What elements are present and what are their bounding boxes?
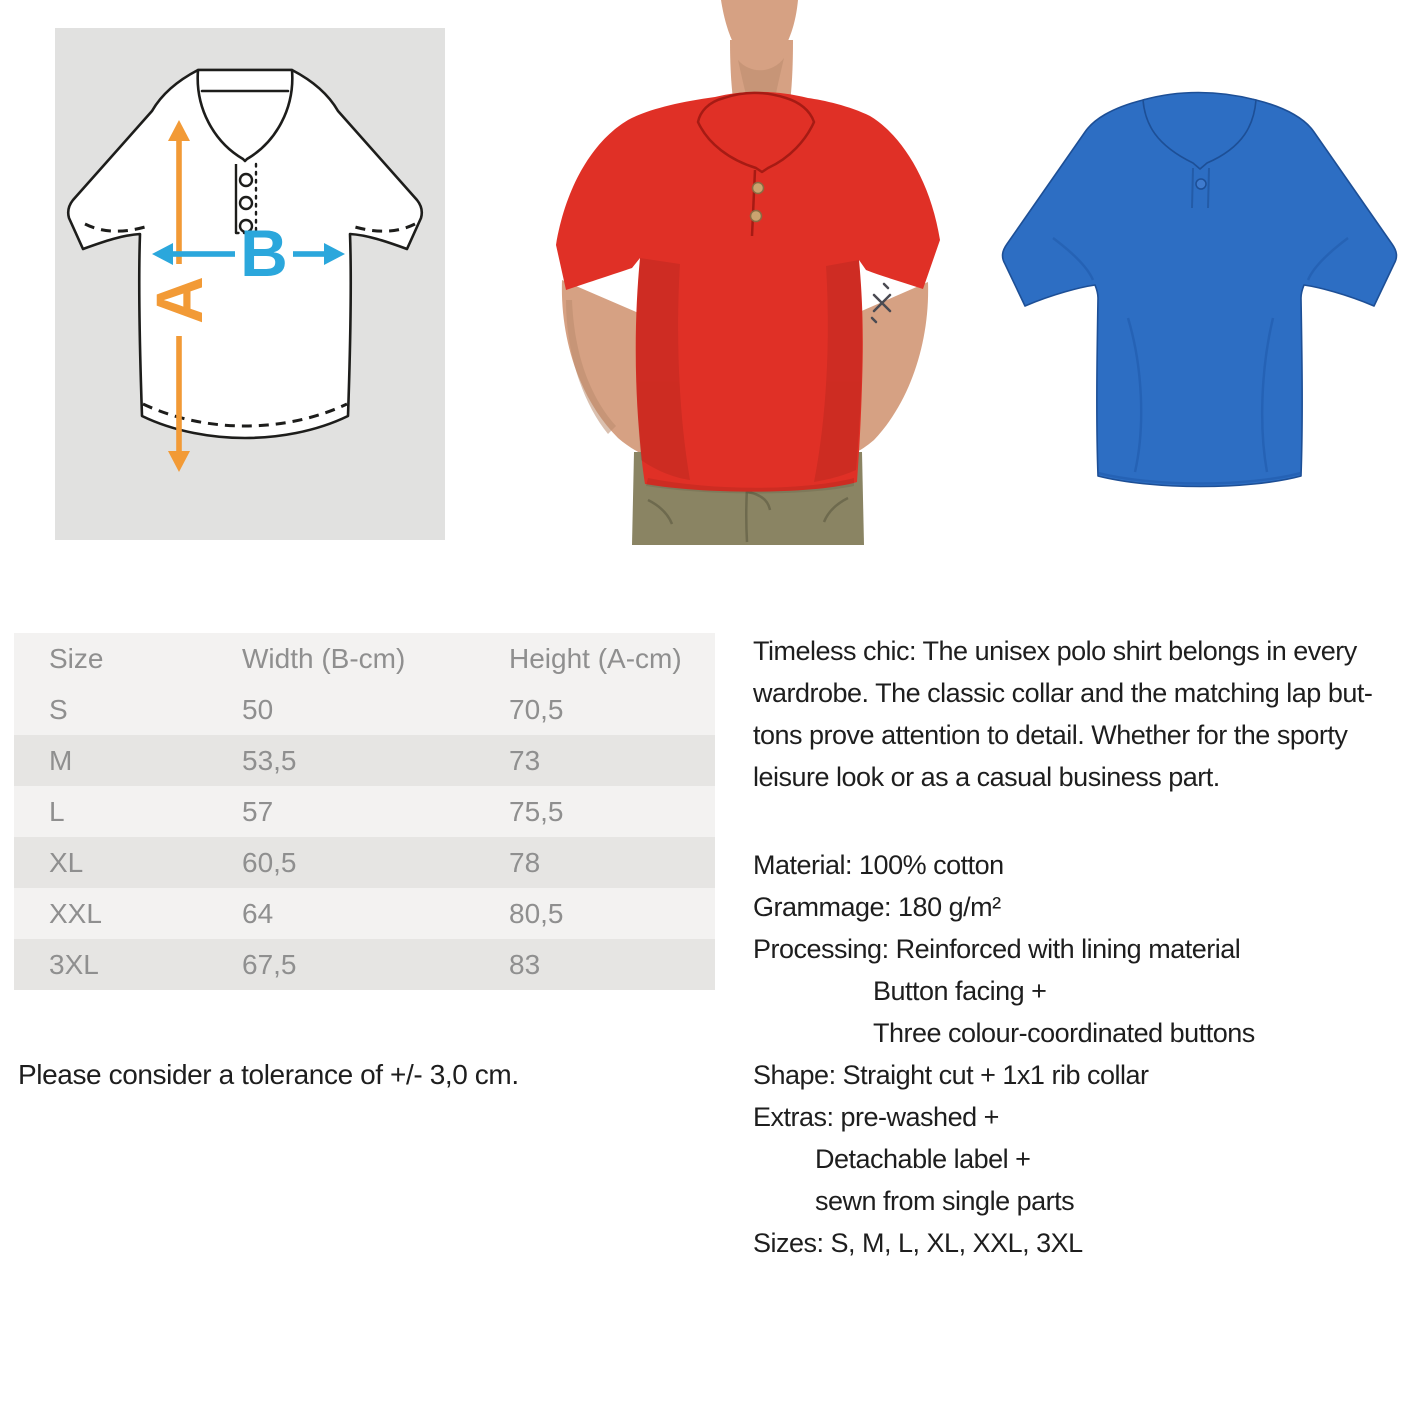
measure-label-b: B — [240, 216, 288, 290]
polo-diagram-graphic — [55, 28, 445, 540]
table-row: XXL 64 80,5 — [14, 888, 715, 939]
spec-line-grammage: Grammage: 180 g/m² — [753, 892, 1001, 922]
description-line: Timeless chic: The unisex polo shirt belongs in every — [753, 636, 1357, 666]
blue-button — [1196, 179, 1206, 189]
spec-line-sewn: sewn from single parts — [815, 1186, 1075, 1216]
col-header-height: Height (A-cm) — [509, 642, 682, 674]
table-row: S 50 70,5 — [14, 684, 715, 735]
measure-label-a: A — [142, 276, 216, 324]
paragraph-spacer — [753, 798, 1418, 844]
size-table-header-row — [14, 633, 715, 684]
col-header-width: Width (B-cm) — [242, 642, 406, 674]
description-line: wardrobe. The classic collar and the matching lap but- — [753, 678, 1373, 708]
table-row: XL 60,5 78 — [14, 837, 715, 888]
blue-polo-illustration — [993, 58, 1413, 540]
table-row: M 53,5 73 — [14, 735, 715, 786]
spec-line-extras: Extras: pre-washed + — [753, 1102, 999, 1132]
spec-line-label: Detachable label + — [815, 1144, 1031, 1174]
col-header-size: Size — [49, 642, 104, 674]
spec-line-processing: Processing: Reinforced with lining material — [753, 934, 1241, 964]
size-diagram — [55, 28, 445, 540]
description-line: tons prove attention to detail. Whether for the sporty — [753, 720, 1348, 750]
spec-line-material: Material: 100% cotton — [753, 850, 1004, 880]
model-photo-red-polo — [528, 0, 962, 545]
button — [240, 174, 252, 186]
product-photo-blue-polo — [993, 58, 1413, 540]
button — [240, 197, 252, 209]
spec-line-button-facing: Button facing + — [873, 976, 1047, 1006]
table-row: 3XL 67,5 83 — [14, 939, 715, 990]
blue-shirt-body — [1003, 93, 1397, 487]
table-row: L 57 75,5 — [14, 786, 715, 837]
size-table — [14, 633, 715, 990]
tolerance-note: Please consider a tolerance of +/- 3,0 cm. — [18, 1059, 519, 1090]
spec-line-sizes: Sizes: S, M, L, XL, XXL, 3XL — [753, 1228, 1083, 1258]
spec-line-shape: Shape: Straight cut + 1x1 rib collar — [753, 1060, 1149, 1090]
model-illustration — [528, 0, 962, 545]
description-line: leisure look or as a casual business part. — [753, 762, 1220, 792]
product-description — [753, 630, 1418, 1264]
spec-line-buttons: Three colour-coordinated buttons — [873, 1018, 1255, 1048]
